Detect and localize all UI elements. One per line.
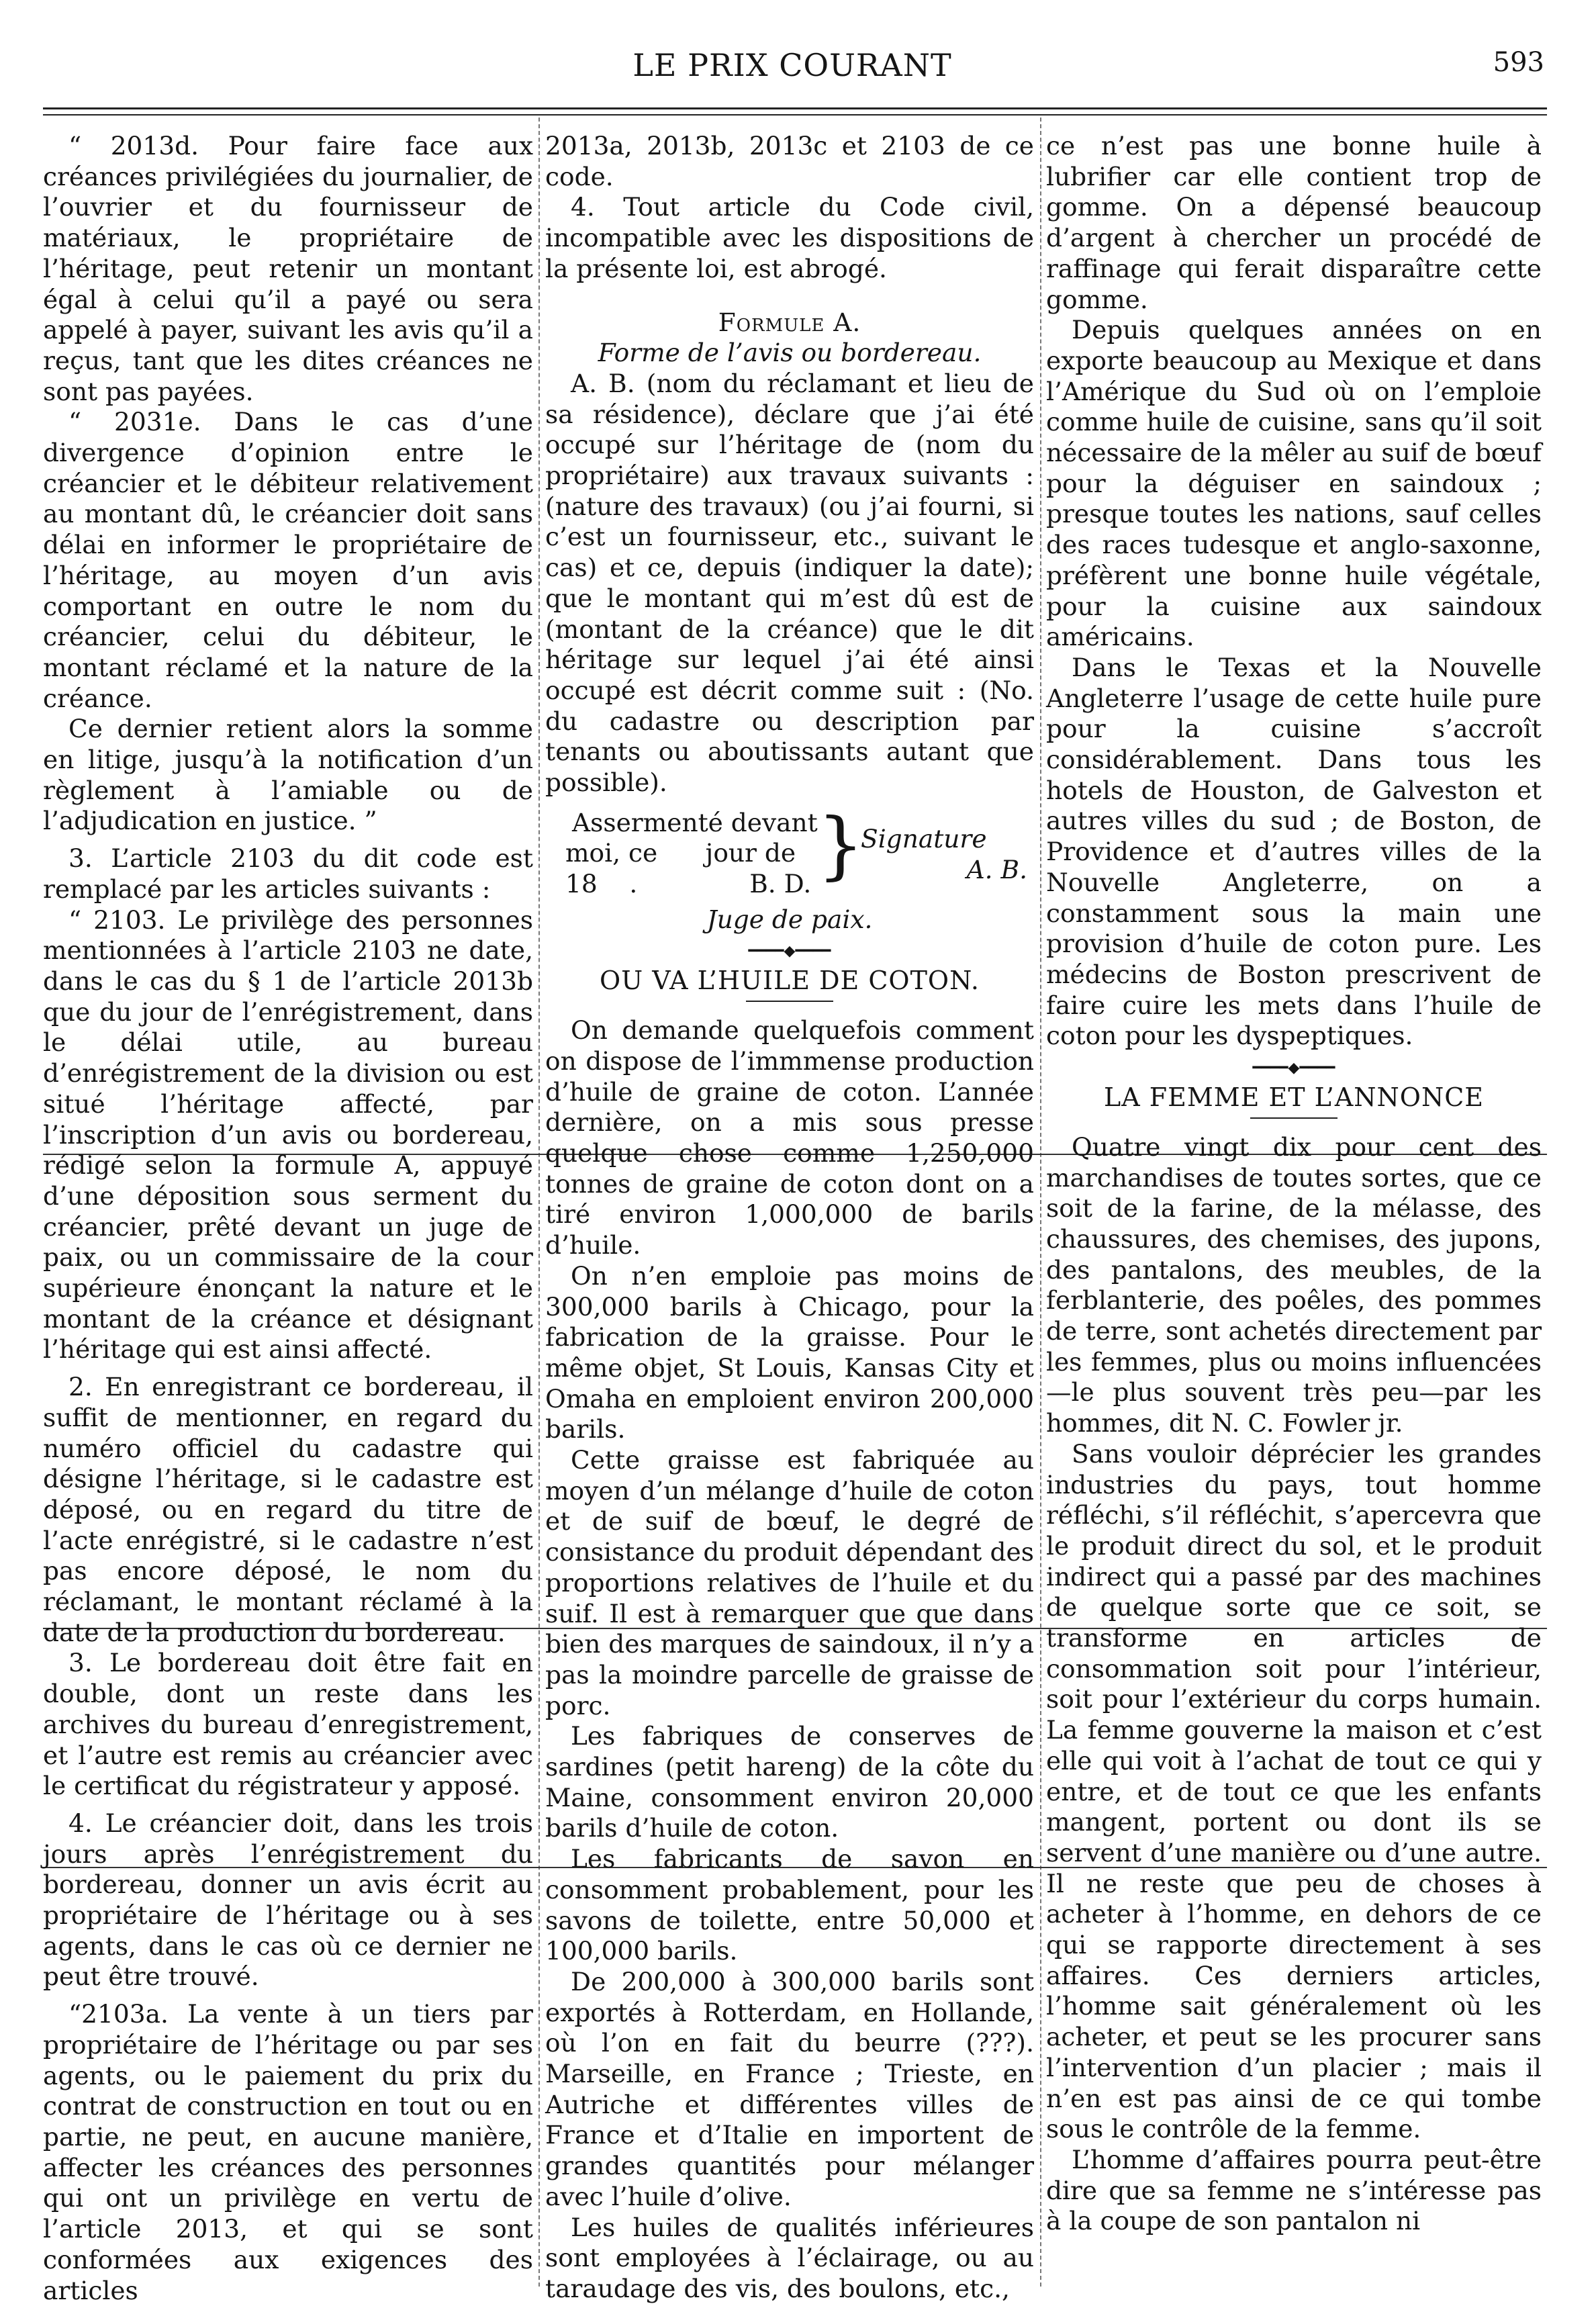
- sig-juge: Juge de paix.: [706, 904, 873, 934]
- formule-subtitle: Forme de l’avis ou bordereau.: [598, 338, 982, 368]
- page-number: 593: [1493, 47, 1544, 78]
- formule-body: A. B. (nom du réclamant et lieu de sa résidence), déclare que j’ai été occupé sur l’héritage de (nom du propriétaire) aux travaux suivants : (nature des travaux) (ou j’ai fourni, si c’est un fournisseur, etc., suivant le cas) et ce, depuis (indiquer la date); que le montant qui m’est dû est de (montant de la créance) que le dit héritage sur lequel j’ai été ainsi occupé est décrit comme suit : (No. du cadastre ou description par tenants ou aboutissants autant que possible).: [545, 368, 1034, 798]
- paragraph: Quatre vingt dix pour cent des marchandises de toutes sortes, que ce soit de la farine, de la mélasse, des chaussures, des chemises, des jupons, des pantalons, des meubles, de la ferblanterie, des poêles, des pommes de terre, sont achetés directement par les femmes, plus ou moins influencées—le plus souvent très peu—par les hommes, dit N. C. Fowler jr.: [1046, 1132, 1542, 1438]
- paragraph: Les fabriques de conserves de sardines (petit hareng) de la côte du Maine, consomment environ 20,000 barils d’huile de coton.: [545, 1721, 1034, 1843]
- paragraph: 3. L’article 2103 du dit code est remplacé par les articles suivants :: [43, 843, 533, 904]
- paragraph: Sans vouloir déprécier les grandes industries du pays, tout homme réfléchi, s’il réfléchit, s’apercevra que le produit direct du sol, et le produit indirect qui a passé par des machines de quelque sorte que ce soit, se transforme en articles de consommation soit pour l’intérieur, soit pour l’extérieur du corps humain. La femme gouverne la maison et c’est elle qui voit à l’achat de tout ce qui y entre, et de tout ce que les enfants mangent, portent ou dont ils se servent d’une manière ou d’une autre. Il ne reste que peu de choses à acheter à l’homme, en dehors de ce qui se rapporte directement à ses affaires. Ces derniers articles, l’homme sait généralement où les acheter, et peut se les procurer sans l’intervention d’un placier ; mais il n’en est pas ainsi de ce qui tombe sous le contrôle de la femme.: [1046, 1438, 1542, 2144]
- paragraph: “ 2013d. Pour faire face aux créances privilégiées du journalier, de l’ouvrier et du fournisseur de matériaux, le propriétaire de l’héritage, peut retenir un montant égal à celui qu’il a payé ou sera appelé à payer, suivant les avis qu’il a reçus, tant que les dites créances ne sont pas payées.: [43, 131, 533, 406]
- paragraph: 3. Le bordereau doit être fait en double, dont un reste dans les archives du bureau d’enregistrement, et l’autre est remis au créancier avec le certificat du régistrateur y apposé.: [43, 1648, 533, 1801]
- paragraph: On n’en emploie pas moins de 300,000 barils à Chicago, pour la fabrication de la graisse. Pour le même objet, St Louis, Kansas City et Omaha en emploient environ 200,000 barils.: [545, 1260, 1034, 1444]
- paragraph: Ce dernier retient alors la somme en litige, jusqu’à la notification d’un règlement à l’amiable ou de l’adjudication en justice. ”: [43, 714, 533, 836]
- paragraph: 2013a, 2013b, 2013c et 2103 de ce code.: [545, 131, 1034, 191]
- paragraph: Dans le Texas et la Nouvelle Angleterre l’usage de cette huile pure pour la cuisine s’accroît considérablement. Dans tous les hotels de Houston, de Galveston et autres villes du sud ; de Boston, de Providence et d’autres villes de la Nouvelle Angleterre, on a constamment sous la main une provision d’huile de coton pure. Les médecins de Boston prescrivent de faire cuire les mets dans l’huile de coton pour les dyspeptiques.: [1046, 652, 1542, 1051]
- sig-signature: Signature: [861, 823, 987, 854]
- paragraph: On demande quelquefois comment on dispose de l’immmense production d’huile de graine de coton. L’année dernière, on a mis sous presse quelque chose comme 1,250,000 tonnes de graine de coton dont on a tiré environ 1,000,000 de barils d’huile.: [545, 1015, 1034, 1260]
- paragraph: De 200,000 à 300,000 barils sont exportés à Rotterdam, en Hollande, où l’on en fait du beurre (???). Marseille, en France ; Trieste, en Autriche et différentes villes de France et d’Italie en importent de grandes quantités pour mélanger avec l’huile d’olive.: [545, 1966, 1034, 2211]
- sig-line: moi, ce jour de: [565, 838, 796, 868]
- paragraph: 2. En enregistrant ce bordereau, il suffit de mentionner, en regard du numéro officiel du cadastre qui désigne l’héritage, si le cadastre est déposé, ou en regard du titre de l’acte enrégistré, si le cadastre n’est pas encore déposé, le nom du réclamant, le montant réclamé à la date de la production du bordereau.: [43, 1372, 533, 1647]
- sig-ab: A. B.: [966, 854, 1027, 884]
- heading-rule: [1250, 1117, 1337, 1119]
- paragraph: Les huiles de qualités inférieures sont employées à l’éclairage, ou au taraudage des vis, des boulons, etc.,: [545, 2212, 1034, 2303]
- paragraph: Cette graisse est fabriquée au moyen d’un mélange d’huile de coton et de suif de bœuf, le degré de consistance du produit dépendant des proportions relatives de l’huile et du suif. Il est à remarquer que que dans bien des marques de saindoux, il n’y a pas la moindre parcelle de graisse de porc.: [545, 1445, 1035, 1720]
- paragraph: “ 2103. Le privilège des personnes mentionnées à l’article 2103 ne date, dans le cas du § 1 de l’article 2013b que du jour de l’enrégistrement, dans le délai utile, au bureau d’enrégistrement de la division ou est situé l’héritage affecté, par l’inscription d’un avis ou bordereau, rédigé selon la formule A, appuyé d’une déposition sous serment du créancier, prêté devant un juge de paix, ou un commissaire de la cour supérieure énonçant la nature et le montant de la créance et désignant l’héritage qui est ainsi affecté.: [43, 905, 533, 1365]
- column-3: [1046, 131, 1542, 2280]
- brace-glyph: }: [817, 801, 864, 888]
- formule-title: Formule A.: [718, 307, 861, 337]
- sig-line: Assermenté devant: [572, 807, 818, 837]
- heading-rule: [746, 1001, 833, 1002]
- paragraph: Les fabricants de savon en consomment probablement, pour les savons de toilette, entre 50,000 et 100,000 barils.: [545, 1844, 1034, 1966]
- article-heading: LA FEMME ET L’ANNONCE: [1103, 1082, 1485, 1113]
- sig-line: 18 . B. D.: [565, 869, 812, 899]
- publication-title: LE PRIX COURANT: [632, 47, 952, 83]
- signature-block: [545, 801, 1034, 909]
- paragraph: “ 2031e. Dans le cas d’une divergence d’opinion entre le créancier et le débiteur relativement au montant dû, le créancier doit sans délai en informer le propriétaire de l’héritage, au moyen d’un avis comportant en outre le nom du créancier, celui du débiteur, le montant réclamé et la nature de la créance.: [43, 407, 533, 713]
- sig-left: [565, 808, 827, 900]
- article-heading: OU VA L’HUILE DE COTON.: [600, 966, 980, 996]
- column-1: [43, 131, 533, 2305]
- ornament-divider: ━━━━◆━━━━: [748, 943, 831, 960]
- header-rule-thick: [43, 107, 1547, 109]
- ornament-divider: ━━━━◆━━━━: [1252, 1060, 1335, 1077]
- paragraph: ce n’est pas une bonne huile à lubrifier car elle contient trop de gomme. On a dépensé beaucoup d’argent à chercher un procédé de raffinage qui ferait disparaître cette gomme.: [1046, 131, 1542, 314]
- column-divider-2: [1040, 118, 1041, 2287]
- paragraph: 4. Tout article du Code civil, incompatible avec les dispositions de la présente loi, est abrogé.: [545, 192, 1034, 283]
- paragraph: L’homme d’affaires pourra peut-être dire que sa femme ne s’intéresse pas à la coupe de son pantalon ni: [1046, 2145, 1542, 2236]
- page-header: [40, 47, 1544, 87]
- column-divider-1: [538, 118, 540, 2287]
- paragraph: “2103a. La vente à un tiers par propriétaire de l’héritage ou par ses agents, ou le paiement du prix du contrat de construction en tout ou en partie, ne peut, en aucune manière, affecter les créances des personnes qui ont un privilège en vertu de l’article 2013, et qui se sont conformées aux exigences des articles: [43, 1999, 533, 2305]
- column-2: [545, 131, 1035, 2303]
- paragraph: 4. Le créancier doit, dans les trois jours après l’enrégistrement du bordereau, donner un avis écrit au propriétaire de l’héritage ou à ses agents, dans le cas où ce dernier ne peut être trouvé.: [43, 1808, 533, 1992]
- paragraph: Depuis quelques années on en exporte beaucoup au Mexique et dans l’Amérique du Sud où on l’emploie comme huile de cuisine, sans qu’il soit nécessaire de la mêler au suif de bœuf pour la déguiser en saindoux ; presque toutes les nations, sauf celles des races tudesque et anglo-saxonne, préfèrent une bonne huile végétale, pour la cuisine aux saindoux américains.: [1046, 315, 1542, 652]
- header-rule-thin: [43, 114, 1547, 116]
